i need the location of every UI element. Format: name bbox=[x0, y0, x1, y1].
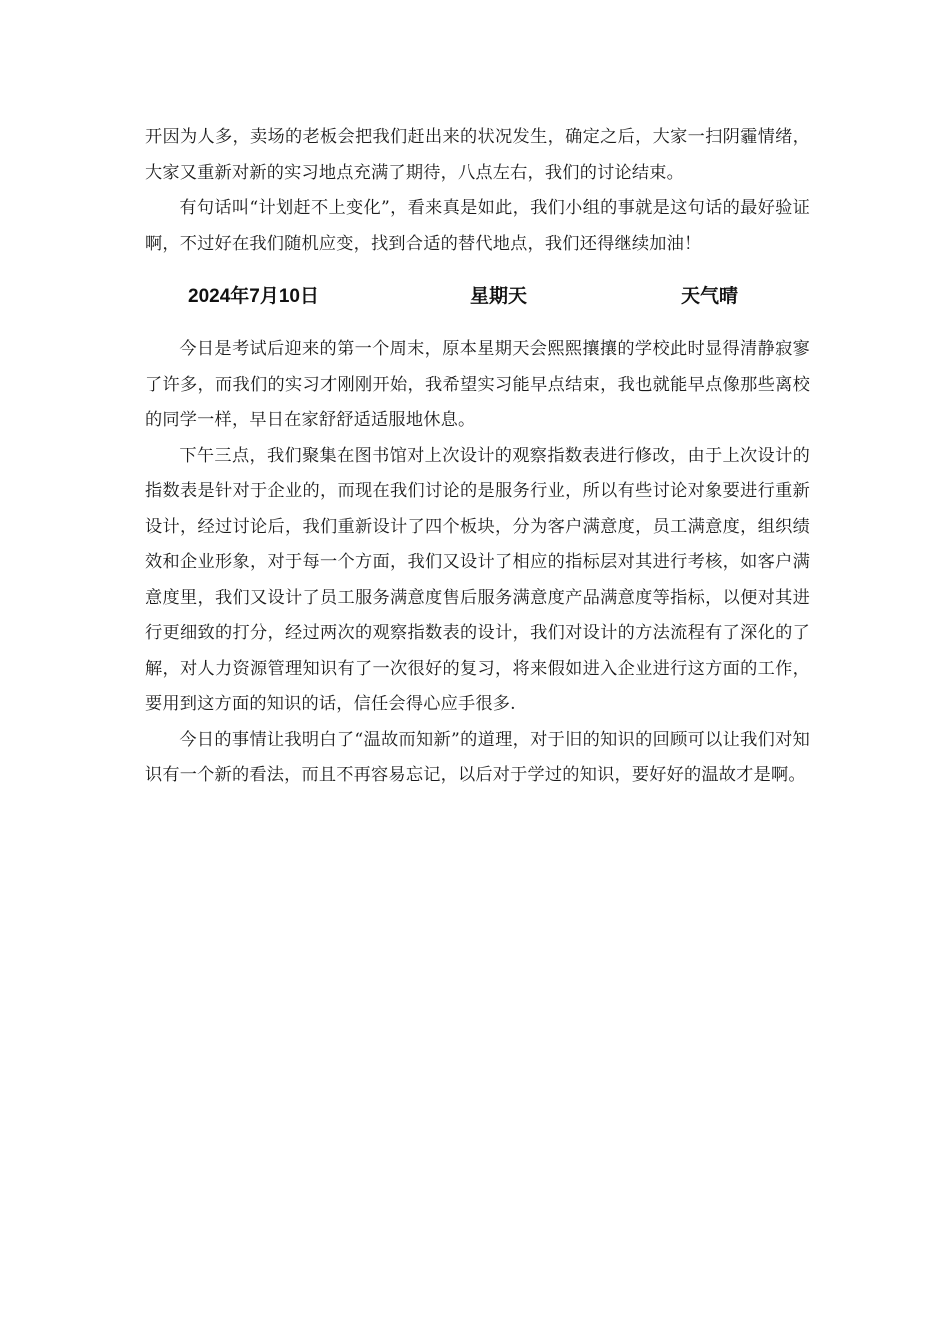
paragraph: 今日是考试后迎来的第一个周末，原本星期天会熙熙攘攘的学校此时显得清静寂寥了许多，而我们的实习才刚刚开始，我希望实习能早点结束，我也就能早点像那些离校的同学一样，早日在家舒舒适适服地休息。 bbox=[145, 339, 810, 430]
paragraph: 有句话叫“计划赶不上变化”，看来真是如此，我们小组的事就是这句话的最好验证啊，不过好在我们随机应变，找到合适的替代地点，我们还得继续加油！ bbox=[145, 198, 810, 254]
diary-entry-heading bbox=[0, 282, 950, 312]
diary-entry-body bbox=[145, 332, 810, 794]
paragraph: 开因为人多，卖场的老板会把我们赶出来的状况发生，确定之后，大家一扫阴霾情绪，大家又重新对新的实习地点充满了期待，八点左右，我们的讨论结束。 bbox=[145, 127, 810, 183]
entry-date: 2024年7月10日 bbox=[188, 286, 319, 307]
paragraph: 下午三点，我们聚集在图书馆对上次设计的观察指数表进行修改，由于上次设计的指数表是针对于企业的，而现在我们讨论的是服务行业，所以有些讨论对象要进行重新设计，经过讨论后，我们重新设计了四个板块，分为客户满意度，员工满意度，组织绩效和企业形象，对于每一个方面，我们又设计了相应的指标层对其进行考核，如客户满意度里，我们又设计了员工服务满意度售后服务满意度产品满意度等指标，以便对其进行更细致的打分，经过两次的观察指数表的设计，我们对设计的方法流程有了深化的了解，对人力资源管理知识有了一次很好的复习，将来假如进入企业进行这方面的工作，要用到这方面的知识的话，信任会得心应手很多. bbox=[145, 445, 810, 714]
entry-weather: 天气晴 bbox=[681, 286, 739, 307]
paragraph: 今日的事情让我明白了“温故而知新”的道理，对于旧的知识的回顾可以让我们对知识有一个新的看法，而且不再容易忘记，以后对于学过的知识，要好好的温故才是啊。 bbox=[145, 729, 810, 785]
entry-weekday: 星期天 bbox=[470, 286, 528, 307]
previous-entry-continuation bbox=[145, 120, 810, 262]
